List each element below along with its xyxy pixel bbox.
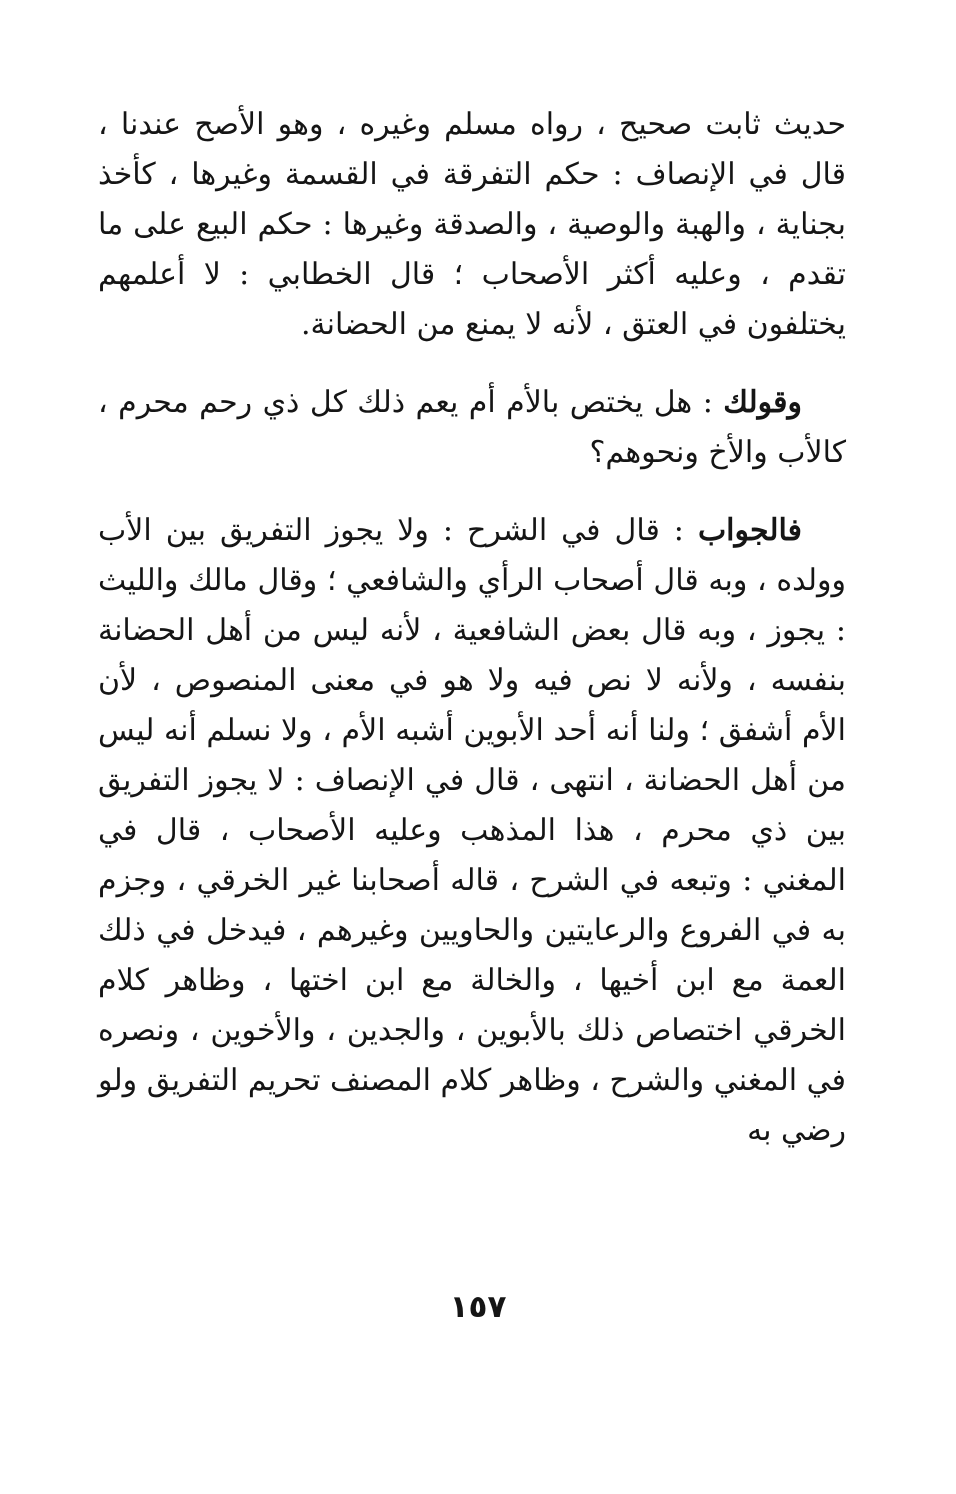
page-body <box>98 100 846 1156</box>
paragraph-lead: وقولك <box>723 385 802 420</box>
paragraph-hadith <box>98 100 846 350</box>
paragraph-answer <box>98 506 846 1156</box>
paragraph-text: حديث ثابت صحيح ، رواه مسلم وغيره ، وهو الأصح عندنا ، قال في الإنصاف : حكم التفرقة في القسمة وغيرها ، كأخذ بجناية ، والهبة والوصية ، والصدقة وغيرها : حكم البيع على ما تقدم ، وعليه أكثر الأصحاب ؛ قال الخطابي : لا أعلمهم يختلفون في العتق ، لأنه لا يمنع من الحضانة. <box>98 107 846 342</box>
paragraph-text: : هل يختص بالأم أم يعم ذلك كل ذي رحم محرم ، كالأب والأخ ونحوهم؟ <box>98 385 846 470</box>
paragraph-text: : قال في الشرح : ولا يجوز التفريق بين الأب وولده ، وبه قال أصحاب الرأي والشافعي ؛ وقال مالك والليث : يجوز ، وبه قال بعض الشافعية ، لأنه ليس من أهل الحضانة بنفسه ، ولأنه لا نص فيه ولا هو في معنى المنصوص ، لأن الأم أشفق ؛ ولنا أنه أحد الأبوين أشبه الأم ، ولا نسلم أنه ليس من أهل الحضانة ، انتهى ، قال في الإنصاف : لا يجوز التفريق بين ذي محرم ، هذا المذهب وعليه الأصحاب ، قال في المغني : وتبعه في الشرح ، قاله أصحابنا غير الخرقي ، وجزم به في الفروع والرعايتين والحاويين وغيرهم ، فيدخل في ذلك العمة مع ابن أخيها ، والخالة مع ابن اختها ، وظاهر كلام الخرقي اختصاص ذلك بالأبوين ، والجدين ، والأخوين ، ونصره في المغني والشرح ، وظاهر كلام المصنف تحريم التفريق ولو رضي به <box>98 513 846 1148</box>
paragraph-question <box>98 378 846 478</box>
paragraph-lead: فالجواب <box>697 513 802 548</box>
page-number: ١٥٧ <box>449 1289 507 1325</box>
